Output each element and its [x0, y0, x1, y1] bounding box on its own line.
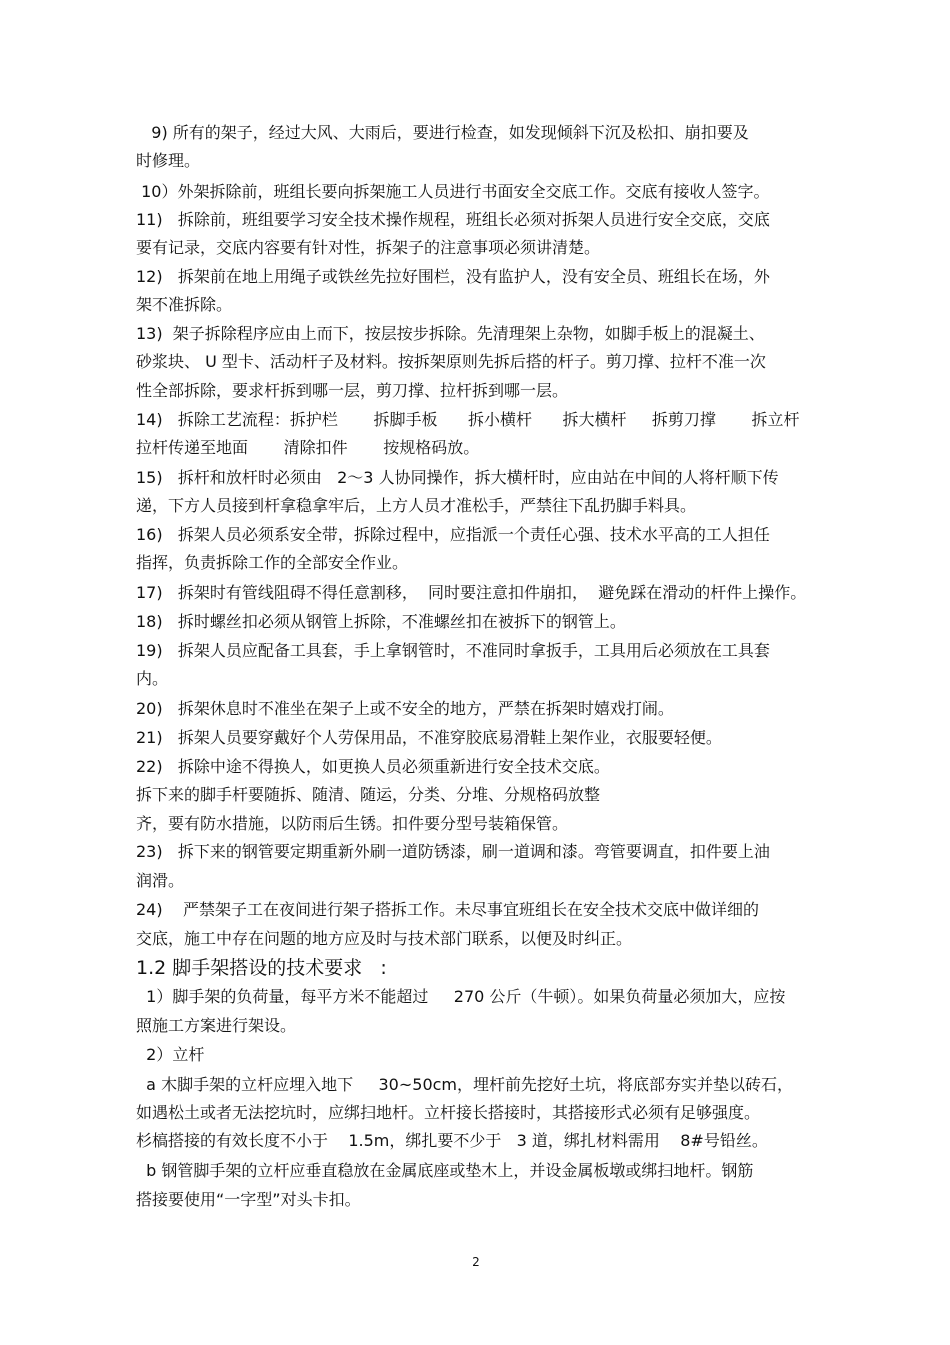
text-line: 内。 [136, 669, 169, 688]
text-line: 14) 拆除工艺流程：拆护栏 拆脚手板 拆小横杆 拆大横杆 拆剪刀撑 拆立杆 [136, 410, 800, 429]
text-line: 拉杆传递至地面 清除扣件 按规格码放。 [136, 438, 480, 457]
text-line: 齐，要有防水措施，以防雨后生锈。扣件要分型号装箱保管。 [136, 814, 569, 833]
page-number: 2 [472, 1255, 480, 1269]
section-heading: 1.2 脚手架搭设的技术要求 : [136, 957, 387, 979]
text-line: 13) 架子拆除程序应由上而下，按层按步拆除。先清理架上杂物，如脚手板上的混凝土、 [136, 324, 765, 343]
text-line: b 钢管脚手架的立杆应垂直稳放在金属底座或垫木上，并设金属板墩或绑扫地杆。钢筋 [136, 1161, 754, 1180]
text-line: 22) 拆除中途不得换人，如更换人员必须重新进行安全技术交底。 [136, 757, 610, 776]
text-line: 21) 拆架人员要穿戴好个人劳保用品，不准穿胶底易滑鞋上架作业，衣服要轻便。 [136, 728, 722, 747]
text-line: 润滑。 [136, 871, 185, 890]
text-line: 1）脚手架的负荷量，每平方米不能超过 270 公斤（牛顿）。如果负荷量必须加大，应按 [136, 987, 786, 1006]
text-line: 9) 所有的架子，经过大风、大雨后，要进行检查，如发现倾斜下沉及松扣、崩扣要及 [136, 123, 749, 142]
text-line: 交底，施工中存在问题的地方应及时与技术部门联系，以便及时纠正。 [136, 929, 633, 948]
text-line: 拆下来的脚手杆要随拆、随清、随运，分类、分堆、分规格码放整 [136, 785, 601, 804]
text-line: 16) 拆架人员必须系安全带，拆除过程中，应指派一个责任心强、技术水平高的工人担任 [136, 525, 770, 544]
text-line: 架不准拆除。 [136, 295, 233, 314]
text-line: 性全部拆除，要求杆拆到哪一层，剪刀撑、拉杆拆到哪一层。 [136, 381, 569, 400]
text-line: 递，下方人员接到杆拿稳拿牢后，上方人员才准松手，严禁往下乱扔脚手料具。 [136, 496, 697, 515]
text-line: 杉槁搭接的有效长度不小于 1.5m，绑扎要不少于 3 道，绑扎材料需用 8#号铅丝。 [136, 1131, 768, 1150]
text-line: 砂浆块、 U 型卡、活动杆子及材料。按拆架原则先拆后搭的杆子。剪刀撑、拉杆不准一次 [136, 352, 766, 371]
text-line: 要有记录，交底内容要有针对性，拆架子的注意事项必须讲清楚。 [136, 238, 601, 257]
text-line: a 木脚手架的立杆应埋入地下 30~50cm，埋杆前先挖好土坑，将底部夯实并垫以砖石， [136, 1075, 794, 1094]
text-line: 时修理。 [136, 151, 201, 170]
text-line: 如遇松土或者无法挖坑时，应绑扫地杆。立杆接长搭接时，其搭接形式必须有足够强度。 [136, 1103, 761, 1122]
text-line: 18) 拆时螺丝扣必须从钢管上拆除，不准螺丝扣在被拆下的钢管上。 [136, 612, 626, 631]
text-line: 11) 拆除前，班组要学习安全技术操作规程，班组长必须对拆架人员进行安全交底，交底 [136, 210, 770, 229]
text-line: 23) 拆下来的钢管要定期重新外刷一道防锈漆，刷一道调和漆。弯管要调直，扣件要上油 [136, 842, 770, 861]
text-line: 24) 严禁架子工在夜间进行架子搭拆工作。未尽事宜班组长在安全技术交底中做详细的 [136, 900, 759, 919]
text-line: 12) 拆架前在地上用绳子或铁丝先拉好围栏，没有监护人，没有安全员、班组长在场，外 [136, 267, 770, 286]
text-line: 指挥，负责拆除工作的全部安全作业。 [136, 553, 409, 572]
text-line: 2）立杆 [136, 1045, 205, 1064]
text-line: 19) 拆架人员应配备工具套，手上拿钢管时，不准同时拿扳手，工具用后必须放在工具套 [136, 641, 770, 660]
text-line: 17) 拆架时有管线阻碍不得任意割移， 同时要注意扣件崩扣， 避免踩在滑动的杆件上操作。 [136, 583, 807, 602]
text-line: 搭接要使用“一字型”对头卡扣。 [136, 1190, 361, 1209]
text-line: 10）外架拆除前，班组长要向拆架施工人员进行书面安全交底工作。交底有接收人签字。 [136, 182, 770, 201]
text-line: 20) 拆架休息时不准坐在架子上或不安全的地方，严禁在拆架时嬉戏打闹。 [136, 699, 674, 718]
text-line: 照施工方案进行架设。 [136, 1016, 297, 1035]
text-line: 15) 拆杆和放杆时必须由 2～3 人协同操作，拆大横杆时，应由站在中间的人将杆顺下传 [136, 468, 779, 487]
